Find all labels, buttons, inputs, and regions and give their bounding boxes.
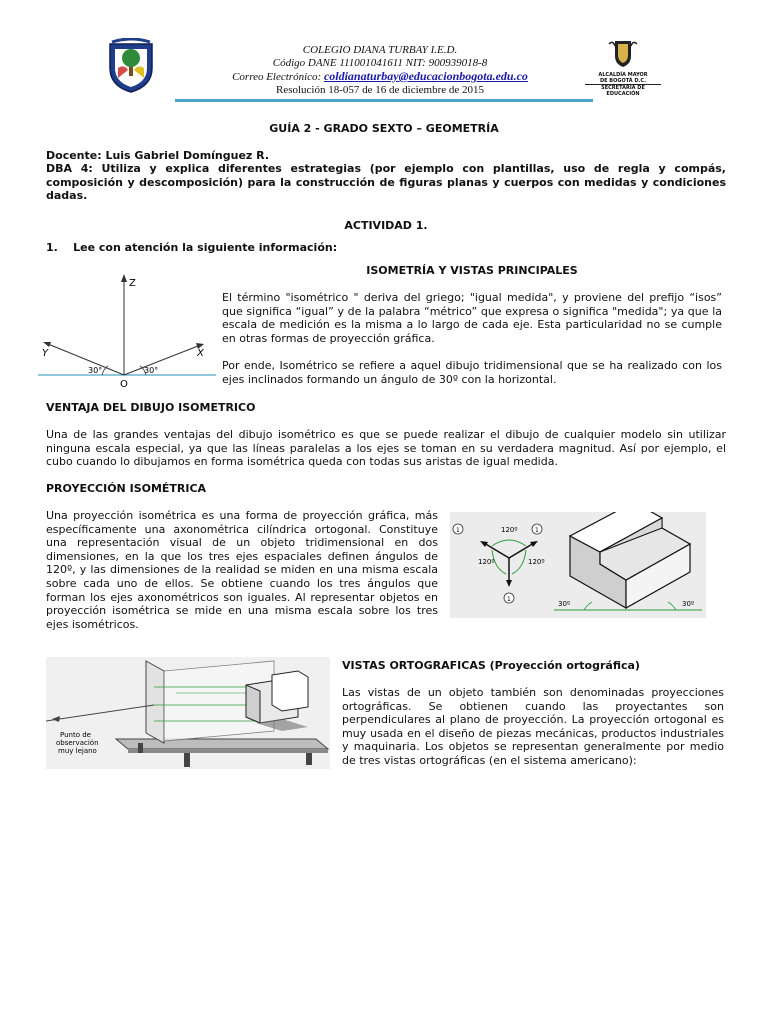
bogota-seal-icon: [585, 38, 661, 68]
header-divider: [175, 99, 593, 102]
angle-120-left: 120º: [478, 558, 495, 566]
axis-number-bottom: 1: [507, 596, 511, 603]
origin-label: O: [120, 379, 128, 390]
advantage-title: VENTAJA DEL DIBUJO ISOMETRICO: [46, 401, 256, 414]
observer-caption-2: observación: [56, 739, 99, 747]
axis-x-label: X: [197, 348, 204, 359]
dba-paragraph: [46, 162, 726, 203]
teacher-line: Docente: Luis Gabriel Domínguez R.: [46, 149, 270, 162]
school-resolution: Resolución 18-057 de 16 de diciembre de 2015: [275, 84, 485, 96]
activity-title: ACTIVIDAD 1.: [344, 219, 428, 232]
projection-title: PROYECCIÓN ISOMÉTRICA: [46, 482, 207, 495]
orthographic-projection-figure: [46, 657, 330, 769]
bogota-logo: [585, 38, 661, 97]
bogota-logo-line2: DE BOGOTÁ D.C.: [600, 78, 646, 84]
axis-number-left: 1: [456, 527, 460, 534]
school-crest-logo: [104, 38, 158, 94]
school-email-link[interactable]: coldianaturbay@educacionbogota.edu.co: [323, 69, 528, 83]
angle-120-right: 120º: [528, 558, 545, 566]
orthographic-title: VISTAS ORTOGRAFICAS (Proyección ortográfica): [342, 659, 640, 672]
guide-title: GUÍA 2 - GRADO SEXTO – GEOMETRÍA: [269, 122, 499, 135]
angle-left-label: 30°: [88, 366, 103, 375]
dba-text: Utiliza y explica diferentes estrategias (por ejemplo con plantillas, uso de regla y compás, composición y descomposición) para la construcción de figuras planas y cuerpos con medidas y condiciones dadas.: [46, 162, 726, 203]
isometry-title: ISOMETRÍA Y VISTAS PRINCIPALES: [366, 264, 578, 277]
dba-label: DBA 4:: [46, 162, 93, 175]
instruction-line: 1. Lee con atención la siguiente información:: [46, 241, 338, 254]
axis-z-label: Z: [129, 278, 136, 289]
email-label: Correo Electrónico:: [232, 71, 324, 83]
axis-number-right: 1: [535, 527, 539, 534]
school-name: COLEGIO DIANA TURBAY I.E.D.: [302, 44, 458, 56]
angle-right-label: 30°: [144, 366, 159, 375]
isometry-paragraph-1: El término "isométrico " deriva del griego; "igual medida", y proviene del prefijo “isos” que significa “igual” y de la palabra “métrico” que expresa o significa "medida"; ya que la escala de medición es la misma a lo largo de cada eje. Esta particularidad no se cumple en otras formas de proyección gráfica.: [222, 291, 722, 345]
school-header: [180, 44, 580, 97]
school-codes: Código DANE 111001041611 NIT: 900939018-8: [272, 57, 488, 69]
orthographic-paragraph: Las vistas de un objeto también son denominadas proyecciones ortográficas. Se obtienen cuando las proyectantes son perpendiculares al plano de proyección. La proyección ortogonal es muy usada en el diseño de piezas mecánicas, productos industriales y maquinaria. Los objetos se representan generalmente por medio de tres vistas ortográficas (en el sistema americano):: [342, 686, 724, 767]
isometry-paragraph-2: Por ende, Isométrico se refiere a aquel dibujo tridimensional que se ha realizado con los ejes inclinados formando un ángulo de 30º con la horizontal.: [222, 359, 722, 386]
school-email-line: [180, 70, 580, 84]
projection-paragraph: Una proyección isométrica es una forma de proyección gráfica, más específicamente una axonométrica cilíndrica ortogonal. Constituye una representación visual de un objeto tridimensional en dos dimensiones, en la que los tres ejes espaciales definen ángulos de 120º, y las dimensiones de la realidad se miden en una misma escala sobre cada uno de ellos. Se obtiene cuando los tres ángulos que forman los ejes axonométricos son iguales. Al representar objetos en proyección isométrica se mide en una misma escala sobre los tres ejes isométricos.: [46, 509, 438, 631]
axis-y-label: Y: [42, 348, 49, 359]
base-angle-right: 30º: [682, 600, 695, 608]
isometric-axes-figure: [38, 266, 216, 390]
bogota-logo-line3: SECRETARÍA DE EDUCACIÓN: [585, 84, 661, 97]
bogota-logo-line1: ALCALDÍA MAYOR: [598, 72, 648, 78]
observer-caption-3: muy lejano: [58, 747, 97, 755]
isometric-projection-figure: [450, 512, 706, 618]
observer-caption-1: Punto de: [60, 731, 91, 739]
advantage-paragraph: Una de las grandes ventajas del dibujo isométrico es que se puede realizar el dibujo de cualquier modelo sin utilizar ninguna escala especial, ya que las líneas paralelas a los ejes se toman en su verdadera magnitud. Así por ejemplo, el cubo cuando lo dibujamos en forma isométrica queda con todas sus aristas de igual medida.: [46, 428, 726, 469]
angle-120-top: 120º: [501, 526, 518, 534]
base-angle-left: 30º: [558, 600, 571, 608]
